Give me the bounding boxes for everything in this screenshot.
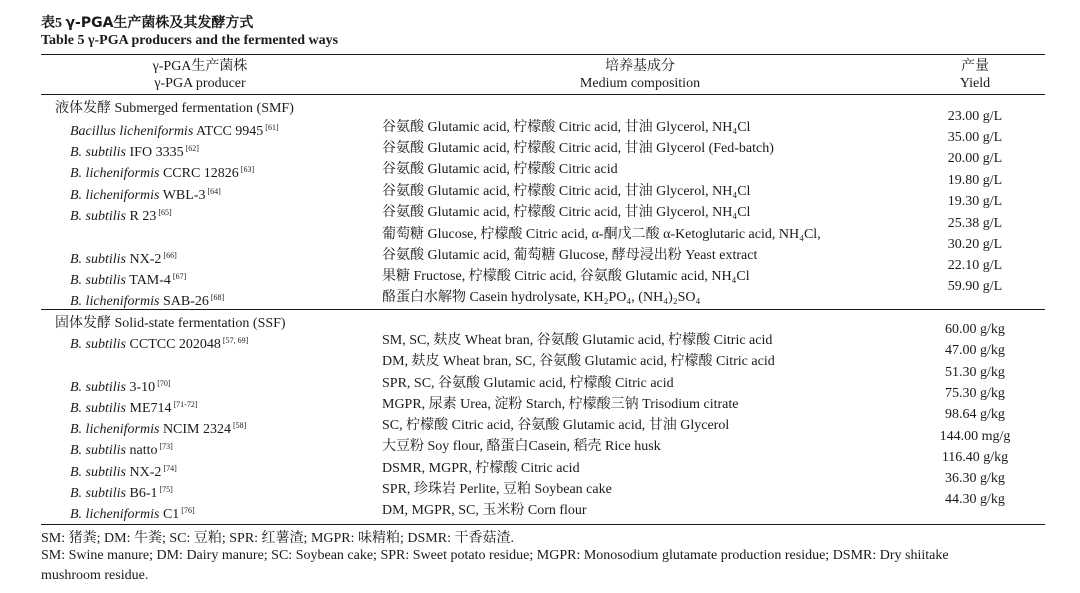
yield-cell: 20.00 g/L [947,151,1003,166]
reference-marker: [57, 69] [222,336,249,345]
column-header-producer-cn: γ-PGA生产菌株 [152,59,248,74]
yield-cell: 51.30 g/kg [945,365,1005,380]
producer-cell [70,268,186,289]
reference-marker: [64] [207,187,221,196]
yield-cell: 23.00 g/L [947,109,1003,124]
caption-text-en: γ-PGA producers and the fermented ways [87,33,339,48]
medium-cell: SM, SC, 麸皮 Wheat bran, 谷氨酸 Glutamic acid, 柠檬酸 Citric acid [382,333,773,348]
producer-strain: NCIM 2324 [162,422,231,437]
producer-strain: CCTCC 202048 [129,337,221,352]
section-label-smf: 液体发酵 Submerged fermentation (SMF) [55,101,294,116]
caption-text-cn: γ-PGA生产菌株及其发酵方式 [65,15,254,31]
medium-cell: 谷氨酸 Glutamic acid, 柠檬酸 Citric acid, 甘油 Glycerol, NH₄Cl [382,205,751,220]
yield-cell: 116.40 g/kg [941,450,1009,465]
column-header-producer-en: γ-PGA producer [154,76,246,91]
reference-marker: [66] [163,251,177,260]
reference-marker: [68] [210,293,225,302]
medium-cell: 酪蛋白水解物 Casein hydrolysate, KH₂PO₄, (NH₄)₂SO₄ [382,290,701,305]
section-label-ssf: 固体发酵 Solid-state fermentation (SSF) [55,316,286,331]
footnote-en-continued: mushroom residue. [41,568,149,583]
medium-cell: DM, MGPR, SC, 玉米粉 Corn flour [382,503,587,518]
producer-strain: IFO 3335 [129,145,184,160]
producer-strain: 3-10 [129,380,156,395]
caption-label-cn: 表5 [41,16,62,31]
yield-cell: 60.00 g/kg [945,322,1005,337]
reference-marker: [73] [159,442,173,451]
reference-marker: [63] [240,165,255,174]
column-header-yield-en: Yield [959,76,991,91]
yield-cell: 22.10 g/L [947,258,1003,273]
producer-cell [70,204,172,225]
producer-cell [70,247,177,268]
bottom-rule [41,524,1045,525]
producer-genus: B. subtilis [70,401,127,416]
medium-cell: 果糖 Fructose, 柠檬酸 Citric acid, 谷氨酸 Glutamic acid, NH₄Cl [382,269,750,284]
producer-cell [70,140,199,161]
reference-marker: [70] [157,379,171,388]
yield-cell: 59.90 g/L [947,279,1003,294]
producer-genus: B. subtilis [70,337,127,352]
producer-cell [70,289,224,310]
header-rule [41,94,1045,95]
reference-marker: [76] [181,506,195,515]
producer-cell [70,417,246,438]
yield-cell: 30.20 g/L [947,237,1003,252]
producer-genus: B. subtilis [70,145,127,160]
reference-marker: [75] [159,485,173,494]
top-rule [41,54,1045,55]
column-header-yield [935,58,1015,92]
producer-strain: WBL-3 [162,188,206,203]
producer-genus: B. subtilis [70,486,127,501]
reference-marker: [61] [265,123,279,132]
producer-genus: B. subtilis [70,209,127,224]
producer-cell [70,460,177,481]
footnote-cn: SM: 猪粪; DM: 牛粪; SC: 豆粕; SPR: 红薯渣; MGPR: 味精粕; DSMR: 干香菇渣. [41,531,514,546]
medium-cell: 大豆粉 Soy flour, 酪蛋白Casein, 稻壳 Rice husk [382,439,661,454]
producer-cell [70,375,171,396]
yield-cell: 98.64 g/kg [945,407,1005,422]
yield-cell: 25.38 g/L [947,216,1003,231]
producer-cell [70,183,221,204]
medium-cell: 谷氨酸 Glutamic acid, 柠檬酸 Citric acid [382,162,618,177]
medium-cell: 谷氨酸 Glutamic acid, 柠檬酸 Citric acid, 甘油 Glycerol, NH₄Cl [382,184,751,199]
reference-marker: [71-72] [173,400,198,409]
yield-cell: 144.00 mg/g [939,429,1011,444]
producer-genus: B. licheniformis [70,294,160,309]
producer-strain: natto [129,443,158,458]
column-header-medium-en: Medium composition [579,76,701,91]
yield-cell: 35.00 g/L [947,130,1003,145]
producer-strain: TAM-4 [129,273,171,288]
producer-strain: SAB-26 [162,294,209,309]
reference-marker: [67] [172,272,187,281]
reference-marker: [74] [163,464,177,473]
footnote-en: SM: Swine manure; DM: Dairy manure; SC: Soybean cake; SPR: Sweet potato residue; MGPR: Monosodium glutamate production residue; DSMR: Dry shiitake [41,548,949,563]
column-header-medium [560,58,720,92]
producer-genus: B. licheniformis [70,422,160,437]
producer-strain: NX-2 [129,252,162,267]
medium-cell: SPR, SC, 谷氨酸 Glutamic acid, 柠檬酸 Citric acid [382,376,674,391]
producer-strain: ME714 [129,401,172,416]
medium-cell: DM, 麸皮 Wheat bran, SC, 谷氨酸 Glutamic acid, 柠檬酸 Citric acid [382,354,775,369]
producer-cell [70,481,173,502]
table-caption-en [41,33,338,49]
producer-genus: B. subtilis [70,465,127,480]
producer-cell [70,438,173,459]
yield-cell: 19.80 g/L [947,173,1003,188]
caption-label-en: Table 5 [41,33,85,48]
yield-cell: 44.30 g/kg [945,492,1005,507]
producer-genus: B. licheniformis [70,507,160,522]
producer-cell [70,396,198,417]
medium-cell: 葡萄糖 Glucose, 柠檬酸 Citric acid, α-酮戊二酸 α-Ketoglutaric acid, NH₄Cl, [382,227,821,242]
producer-genus: Bacillus licheniformis [70,124,194,139]
producer-genus: B. subtilis [70,380,127,395]
medium-cell: DSMR, MGPR, 柠檬酸 Citric acid [382,461,580,476]
producer-genus: B. subtilis [70,273,127,288]
producer-genus: B. licheniformis [70,166,160,181]
medium-cell: SPR, 珍珠岩 Perlite, 豆粕 Soybean cake [382,482,612,497]
medium-cell: MGPR, 尿素 Urea, 淀粉 Starch, 柠檬酸三钠 Trisodium citrate [382,397,739,412]
column-header-yield-cn: 产量 [961,59,989,74]
medium-cell: SC, 柠檬酸 Citric acid, 谷氨酸 Glutamic acid, 甘油 Glycerol [382,418,730,433]
table-caption-cn [41,12,253,32]
producer-cell [70,161,254,182]
yield-cell: 75.30 g/kg [945,386,1005,401]
yield-cell: 36.30 g/kg [945,471,1005,486]
producer-cell [70,332,248,353]
producer-strain: CCRC 12826 [162,166,239,181]
producer-genus: B. licheniformis [70,188,160,203]
producer-strain: R 23 [129,209,157,224]
section-rule [41,309,1045,310]
producer-strain: ATCC 9945 [196,124,264,139]
yield-cell: 19.30 g/L [947,194,1003,209]
reference-marker: [58] [233,421,247,430]
producer-strain: B6-1 [129,486,158,501]
producer-strain: NX-2 [129,465,162,480]
yield-cell: 47.00 g/kg [945,343,1005,358]
producer-cell [70,119,279,140]
producer-genus: B. subtilis [70,443,127,458]
producer-cell [70,502,195,523]
medium-cell: 谷氨酸 Glutamic acid, 葡萄糖 Glucose, 酵母浸出粉 Yeast extract [382,248,758,263]
column-header-medium-cn: 培养基成分 [605,59,675,74]
column-header-producer [120,58,280,92]
medium-cell: 谷氨酸 Glutamic acid, 柠檬酸 Citric acid, 甘油 Glycerol, NH₄Cl [382,120,751,135]
reference-marker: [65] [158,208,172,217]
medium-cell: 谷氨酸 Glutamic acid, 柠檬酸 Citric acid, 甘油 Glycerol (Fed-batch) [382,141,774,156]
reference-marker: [62] [185,144,199,153]
producer-strain: C1 [162,507,180,522]
producer-genus: B. subtilis [70,252,127,267]
